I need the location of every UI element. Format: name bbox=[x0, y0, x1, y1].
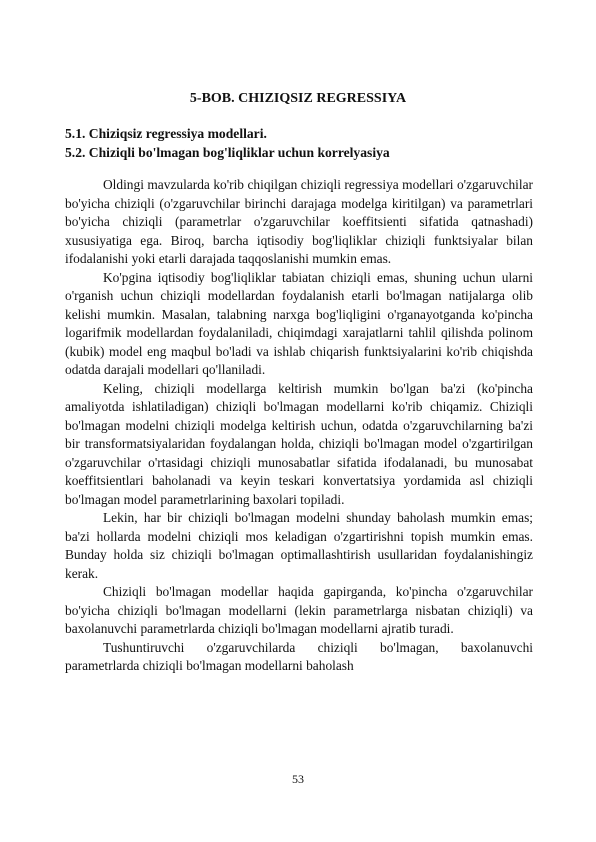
paragraph: Chiziqli bo'lmagan modellar haqida gapirganda, ko'pincha o'zgaruvchilar bo'yicha chiziqli bo'lmagan modellarni (lekin parametrlarga nisbatan chiziqli) va baxolanuvchi parametrlarda chiziqli bo'lmagan modellarni ajratib turadi. bbox=[65, 584, 533, 636]
paragraph: Oldingi mavzularda ko'rib chiqilgan chiziqli regressiya modellari o'zgaruvchilar bo'yicha chiziqli (o'zgaruvchilar birinchi darajaga modelga kiritilgan) va parametrlari bo'yicha chiziqli (parametrlar o'zgaruvchilar koeffitsienti sifatida qatnashadi) xususiyatiga ega. Biroq, barcha iqtisodiy bog'liqliklar chiziqli funktsiyalar bilan ifodalanishi yoki etarli darajada taqqoslanishi mumkin emas. bbox=[65, 177, 533, 266]
paragraph: Tushuntiruvchi o'zgaruvchilarda chiziqli bo'lmagan, baxolanuvchi parametrlarda chiziqli bo'lmagan modellarni baholash bbox=[65, 639, 533, 673]
paragraph: Keling, chiziqli modellarga keltirish mumkin bo'lgan ba'zi (ko'pincha amaliyotda ishlatiladigan) chiziqli bo'lmagan modellarni ko'rib chiqamiz. Chiziqli bo'lmagan modelni chiziqli modelga keltirish uchun, odatda o'zgaruvchilarning ba'zi bir transformatsiyalaridan foydalangan holda, chiziqli bo'lmagan model o'zgartirilgan o'zgaruvchilar o'rtasidagi chiziqli munosabatlar sifatida ifodalanadi, bu munosabat koeffitsientlari baholanadi va keyin teskari konvertatsiya yordamida asl chiziqli bo'lmagan model parametrlarining baxolari topiladi. bbox=[65, 380, 533, 507]
paragraph: Ko'pgina iqtisodiy bog'liqliklar tabiatan chiziqli emas, shuning uchun ularni o'rganish uchun chiziqli modellardan foydalanish etarli bo'lmagan natijalarga olib kelishi mumkin. Masalan, talabning narxga bog'liqligini o'rganayotganda ko'pincha logarifmik modellardan foydalaniladi, chiqimdagi xarajatlarni tahlil qilishda polinom (kubik) model eng maqbul bo'ladi va ishlab chiqarish funktsiyalarini ko'rib chiqishda odatda darajali modellari qo'llaniladi. bbox=[65, 269, 533, 377]
subsection-list bbox=[65, 124, 535, 162]
page-number: 53 bbox=[292, 772, 304, 786]
subsection-heading: 5.1. Chiziqsiz regressiya modellari. bbox=[65, 126, 267, 141]
chapter-title: 5-BOB. CHIZIQSIZ REGRESSIYA bbox=[189, 91, 407, 106]
body-text bbox=[65, 176, 533, 676]
paragraph: Lekin, har bir chiziqli bo'lmagan modelni shunday baholash mumkin emas; ba'zi hollarda modelni chiziqli mos keladigan o'zgartirishni topish mumkin emas. Bunday holda siz chiziqli bo'lmagan optimallashtirish usullaridan foydalanishingiz kerak. bbox=[65, 510, 533, 581]
subsection-heading: 5.2. Chiziqli bo'lmagan bog'liqliklar uchun korrelyasiya bbox=[65, 145, 390, 160]
